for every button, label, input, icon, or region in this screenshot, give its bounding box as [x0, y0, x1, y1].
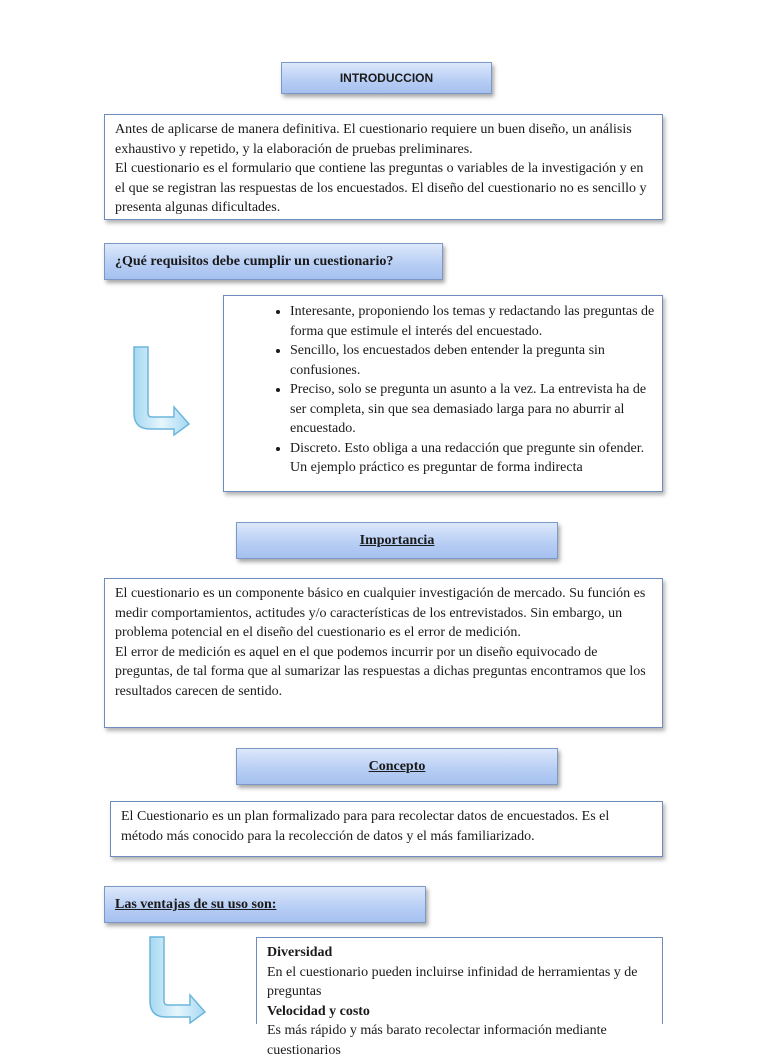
intro-textbox — [104, 114, 663, 220]
list-item: • Sencillo, los encuestados deben entender la pregunta sin confusiones. — [290, 341, 656, 380]
ventaja-1-text: En el cuestionario pueden incluirse infinidad de herramientas y de preguntas — [267, 964, 638, 999]
importancia-paragraph-1: El cuestionario es un componente básico en cualquier investigación de mercado. Su función es medir comportamientos, actitudes y/o características de los entrevistados. Sin embargo, un problema potencial en el diseño del cuestionario es el error de medición. — [115, 586, 646, 640]
importancia-title: Importancia — [359, 532, 435, 548]
bent-arrow-icon — [146, 935, 208, 1024]
intro-paragraph-2: El cuestionario es el formulario que contiene las preguntas o variables de la investigación y en el que se registran las respuestas de los encuestados. El diseño del cuestionario no es sencillo y presenta algunas dificultades. — [115, 161, 647, 215]
requisitos-title: ¿Qué requisitos debe cumplir un cuestionario? — [115, 253, 394, 269]
concepto-title: Concepto — [368, 758, 426, 774]
concepto-textbox — [110, 801, 663, 857]
importancia-header — [236, 522, 558, 559]
concepto-text: El Cuestionario es un plan formalizado para para recolectar datos de encuestados. Es el método más conocido para la recolección de datos y el más familiarizado. — [121, 809, 610, 844]
list-item: • Discreto. Esto obliga a una redacción que pregunte sin ofender. Un ejemplo práctico es preguntar de forma indirecta — [290, 439, 656, 478]
list-item: • Interesante, proponiendo los temas y redactando las preguntas de forma que estimule el interés del encuestado. — [290, 302, 656, 341]
ventaja-2-text: Es más rápido y más barato recolectar información mediante cuestionarios — [267, 1023, 607, 1058]
ventajas-header — [104, 886, 426, 923]
ventaja-1-title: Diversidad — [267, 945, 333, 960]
bent-arrow-icon — [130, 345, 192, 437]
requisitos-listbox — [223, 295, 663, 492]
ventaja-2-title: Velocidad y costo — [267, 1003, 370, 1019]
intro-header — [281, 62, 492, 94]
intro-paragraph-1: Antes de aplicarse de manera definitiva. El cuestionario requiere un buen diseño, un análisis exhaustivo y repetido, y la elaboración de pruebas preliminares. — [115, 122, 632, 157]
list-item: • Preciso, solo se pregunta un asunto a la vez. La entrevista ha de ser completa, sin que sea demasiado larga para no aburrir al encuestado. — [290, 380, 656, 439]
importancia-paragraph-2: El error de medición es aquel en el que podemos incurrir por un diseño equivocado de preguntas, de tal forma que al sumarizar las respuestas a dichas preguntas encontramos que los resultados carecen de sentido. — [115, 644, 646, 699]
ventajas-title: Las ventajas de su uso son: — [115, 896, 277, 912]
intro-title: INTRODUCCION — [339, 71, 434, 85]
importancia-textbox — [104, 578, 663, 728]
concepto-header — [236, 748, 558, 785]
ventajas-textbox — [256, 937, 663, 1058]
requisitos-header — [104, 243, 443, 280]
requisitos-list — [234, 302, 656, 478]
